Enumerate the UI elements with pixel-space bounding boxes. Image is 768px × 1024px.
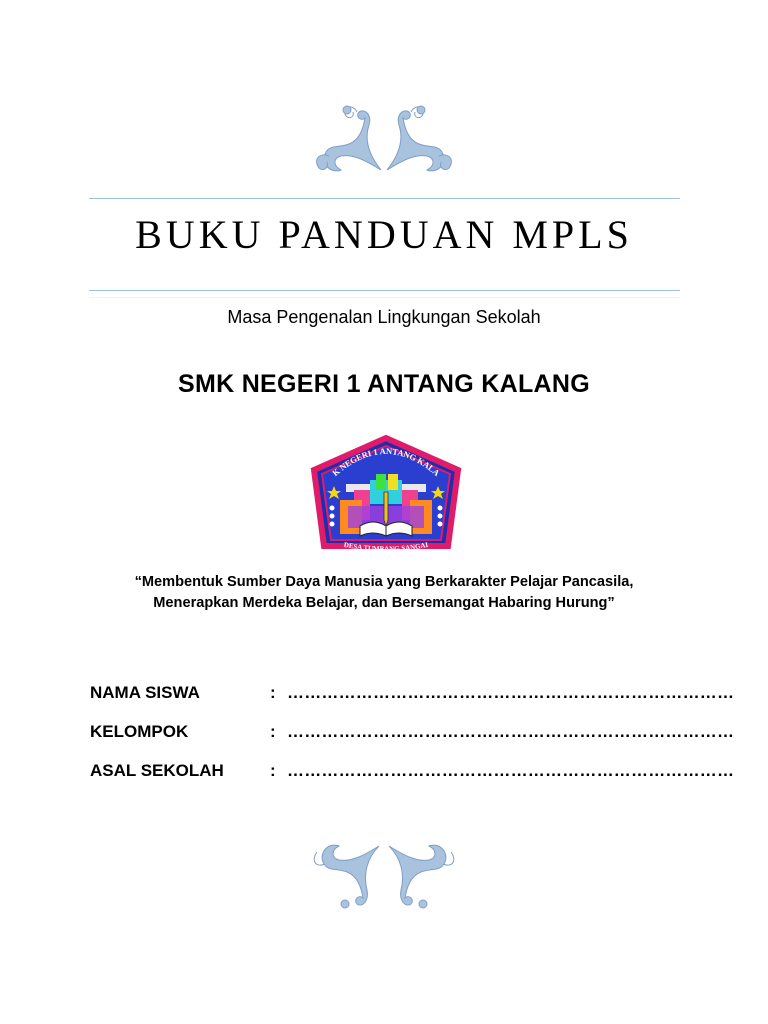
field-blank: ……………………………………………………………………	[287, 761, 735, 780]
subtitle: Masa Pengenalan Lingkungan Sekolah	[227, 307, 541, 327]
school-name: SMK NEGERI 1 ANTANG KALANG	[178, 370, 590, 398]
bottom-ornament	[0, 838, 768, 914]
top-ornament	[0, 100, 768, 180]
motto-line-1: “Membentuk Sumber Daya Manusia yang Berkarakter Pelajar Pancasila,	[134, 574, 634, 590]
field-colon: :	[270, 722, 276, 741]
student-info-form	[90, 680, 735, 797]
field-label: NAMA SISWA	[90, 683, 200, 702]
flourish-icon	[309, 838, 459, 914]
field-colon: :	[270, 683, 276, 702]
page-title: BUKU PANDUAN MPLS	[135, 212, 633, 257]
motto-line-2: Menerapkan Merdeka Belajar, dan Bersemangat Habaring Hurung”	[153, 595, 615, 611]
top-divider	[89, 198, 680, 199]
logo-top-text: K NEGERI 1 ANTANG KALA	[330, 445, 442, 478]
field-colon: :	[270, 761, 276, 780]
school-logo	[310, 434, 462, 558]
logo-bottom-text: DESA TUMBANG SANGAI	[343, 540, 429, 554]
bottom-divider	[89, 290, 680, 291]
field-label: KELOMPOK	[90, 722, 189, 741]
field-asal-sekolah	[90, 758, 735, 797]
field-blank: ……………………………………………………………………	[287, 722, 735, 741]
flourish-icon	[309, 100, 459, 180]
motto-quote	[0, 572, 768, 614]
field-kelompok	[90, 719, 735, 758]
field-label: ASAL SEKOLAH	[90, 761, 224, 780]
field-nama-siswa	[90, 680, 735, 719]
field-blank: ……………………………………………………………………	[287, 683, 735, 702]
